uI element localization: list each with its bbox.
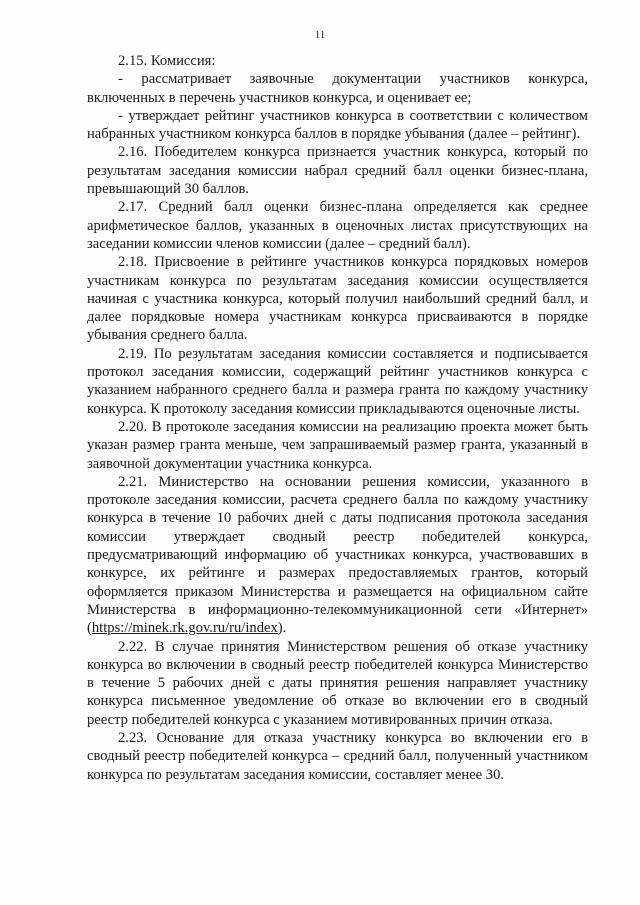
- paragraph-2-15: 2.15. Комиссия:: [118, 53, 216, 69]
- paragraph-2-16: 2.16. Победителем конкурса признается участник конкурса, который по результатам заседания комиссии набрал средний балл оценки бизнес-плана, превышающий 30 баллов.: [87, 144, 588, 198]
- list-item-approve-rating: - утверждает рейтинг участников конкурса в соответствии с количеством набранных участником конкурса баллов в порядке убывания (далее – рейтинг).: [87, 107, 588, 143]
- paragraph-2-19: 2.19. По результатам заседания комиссии составляется и подписывается протокол заседания комиссии, содержащий рейтинг участников конкурса с указанием набранного среднего балла и размера гранта по каждому участнику конкурса. К протоколу заседания комиссии прикладываются оценочные листы.: [87, 345, 588, 417]
- paragraph-2-22: 2.22. В случае принятия Министерством решения об отказе участнику конкурса во включении в сводный реестр победителей конкурса Министерство в течение 5 рабочих дней с даты принятия решения направляет участнику конкурса письменное уведомление об отказе во включении его в сводный реестр победителей конкурса с указанием мотивированных причин отказа.: [87, 638, 588, 728]
- ministry-website-link[interactable]: https://minek.rk.gov.ru/ru/index: [91, 620, 278, 637]
- paragraph-2-20: 2.20. В протоколе заседания комиссии на реализацию проекта может быть указан размер гранта меньше, чем запрашиваемый размер гранта, указанный в заявочной документации участника конкурса.: [87, 418, 588, 472]
- list-item-review: - рассматривает заявочные документации участников конкурса, включенных в перечень участников конкурса, и оценивает ее;: [87, 71, 588, 106]
- paragraph-2-17: 2.17. Средний балл оценки бизнес-плана определяется как среднее арифметическое баллов, указанных в оценочных листах присутствующих на заседании комиссии членов комиссии (далее – средний балл).: [87, 199, 588, 252]
- paragraph-2-21-tail: ).: [277, 620, 287, 637]
- paragraph-2-21: [87, 473, 588, 638]
- page-number: 11: [314, 29, 326, 41]
- paragraph-2-23: 2.23. Основание для отказа участнику конкурса во включении его в сводный реестр победителей конкурса – средний балл, полученный участником конкурса по результатам заседания комиссии, составляет менее 30.: [87, 729, 588, 783]
- paragraph-2-18: 2.18. Присвоение в рейтинге участников конкурса порядковых номеров участникам конкурса по результатам заседания комиссии осуществляется начиная с участника конкурса, который получил наибольший средний балл, и далее порядковые номера участникам конкурса присваиваются в порядке убывания среднего балла.: [87, 254, 588, 344]
- document-body: [87, 52, 588, 784]
- paragraph-2-21-text: 2.21. Министерство на основании решения комиссии, указанного в протоколе заседания комиссии, расчета среднего балла по каждому участнику конкурса в течение 10 рабочих дней с даты подписания протокола заседания комиссии утверждает сводный реестр победителей конкурса, предусматривающий информацию об участниках конкурса, участвовавших в конкурсе, их рейтинге и размерах предоставляемых грантов, который оформляется приказом Министерства и размещается на официальном сайте Министерства в информационно-телекоммуникационной сети «Интернет» (: [87, 473, 588, 637]
